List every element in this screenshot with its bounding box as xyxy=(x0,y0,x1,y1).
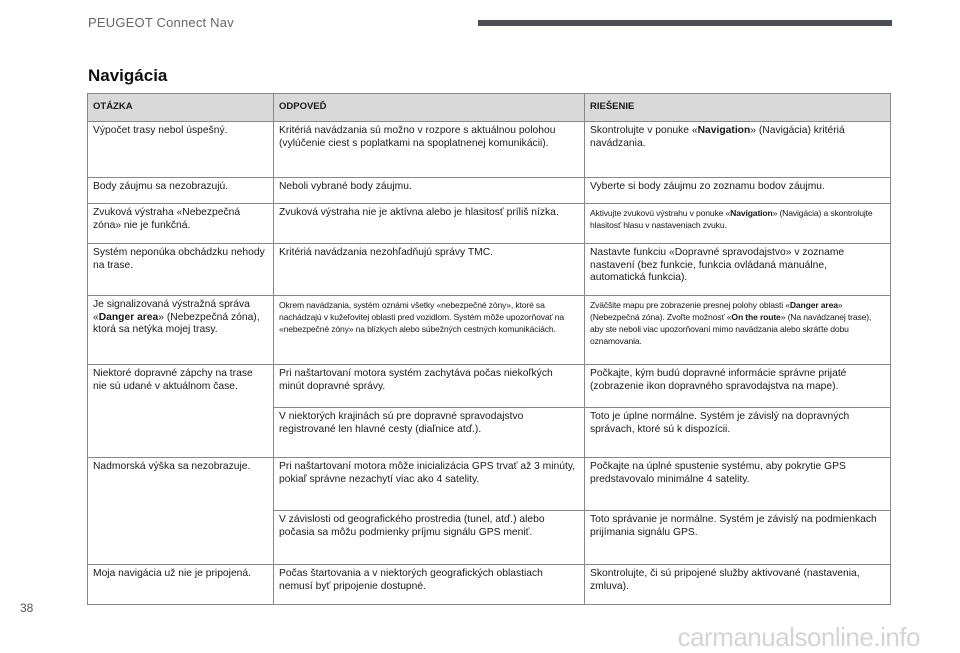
table-row xyxy=(88,204,891,244)
answer-cell: Pri naštartovaní motora systém zachytáva počas niekoľkých minút dopravné správy. xyxy=(274,365,585,408)
question-cell: Nadmorská výška sa nezobrazuje. xyxy=(88,458,274,565)
table-row xyxy=(88,178,891,204)
watermark: carmanualsonline.info xyxy=(677,622,920,652)
section-title: Navigácia xyxy=(88,66,168,85)
question-cell: Body záujmu sa nezobrazujú. xyxy=(88,178,274,204)
brand-label: PEUGEOT Connect Nav xyxy=(88,15,234,30)
table-row xyxy=(88,365,891,408)
answer-cell: Kritériá navádzania sú možno v rozpore s aktuálnou polohou (vylúčenie ciest s poplatkami na spoplatnenej komunikácii). xyxy=(274,122,585,178)
solution-cell: Počkajte, kým budú dopravné informácie správne prijaté (zobrazenie ikon dopravného spravodajstva na mape). xyxy=(585,365,891,408)
answer-cell: V niektorých krajinách sú pre dopravné spravodajstvo registrované len hlavné cesty (diaľnice atď.). xyxy=(274,408,585,458)
table-row xyxy=(88,244,891,296)
troubleshooting-table xyxy=(87,93,891,605)
solution-cell: Toto je úplne normálne. Systém je závislý na dopravných správach, ktoré sú k dispozícii. xyxy=(585,408,891,458)
question-cell: Je signalizovaná výstražná správa «Danger area» (Nebezpečná zóna), ktorá sa netýka mojej trasy. xyxy=(88,296,274,365)
page-number: 38 xyxy=(20,601,34,615)
column-header-answer: ODPOVEĎ xyxy=(274,94,585,122)
solution-cell: Vyberte si body záujmu zo zoznamu bodov záujmu. xyxy=(585,178,891,204)
column-header-question: OTÁZKA xyxy=(88,94,274,122)
table-row xyxy=(88,458,891,511)
answer-cell: Neboli vybrané body záujmu. xyxy=(274,178,585,204)
solution-cell: Zväčšite mapu pre zobrazenie presnej polohy oblasti «Danger area» (Nebezpečná zóna). Zvoľte možnosť «On the route» (Na navádzanej trase), aby ste neboli viac upozorňovaní mimo navádzania alebo skráťte dobu oznamovania. xyxy=(585,296,891,365)
header-bar xyxy=(478,20,892,26)
solution-cell: Skontrolujte v ponuke «Navigation» (Navigácia) kritériá navádzania. xyxy=(585,122,891,178)
question-cell: Zvuková výstraha «Nebezpečná zóna» nie je funkčná. xyxy=(88,204,274,244)
question-cell: Výpočet trasy nebol úspešný. xyxy=(88,122,274,178)
question-cell: Systém neponúka obchádzku nehody na trase. xyxy=(88,244,274,296)
table-row xyxy=(88,565,891,605)
question-cell: Niektoré dopravné zápchy na trase nie sú udané v aktuálnom čase. xyxy=(88,365,274,458)
solution-cell: Skontrolujte, či sú pripojené služby aktivované (nastavenia, zmluva). xyxy=(585,565,891,605)
answer-cell: V závislosti od geografického prostredia (tunel, atď.) alebo počasia sa môžu podmienky príjmu signálu GPS meniť. xyxy=(274,511,585,565)
column-header-solution: RIEŠENIE xyxy=(585,94,891,122)
solution-cell: Aktivujte zvukovú výstrahu v ponuke «Navigation» (Navigácia) a skontrolujte hlasitosť hlasu v nastaveniach zvuku. xyxy=(585,204,891,244)
table-header-row xyxy=(88,94,891,122)
answer-cell: Kritériá navádzania nezohľadňujú správy TMC. xyxy=(274,244,585,296)
solution-cell: Počkajte na úplné spustenie systému, aby pokrytie GPS predstavovalo minimálne 4 satelity. xyxy=(585,458,891,511)
solution-cell: Nastavte funkciu «Dopravné spravodajstvo» v zozname nastavení (bez funkcie, funkcia ovládaná manuálne, automatická funkcia). xyxy=(585,244,891,296)
answer-cell: Zvuková výstraha nie je aktívna alebo je hlasitosť príliš nízka. xyxy=(274,204,585,244)
answer-cell: Počas štartovania a v niektorých geografických oblastiach nemusí byť pripojenie dostupné. xyxy=(274,565,585,605)
table-row xyxy=(88,122,891,178)
answer-cell: Okrem navádzania, systém oznámi všetky «nebezpečné zóny», ktoré sa nachádzajú v kužeľovitej oblasti pred vozidlom. Systém môže upozorňovať na «nebezpečné zóny» na blízkych alebo súbežných cestných komunikáciách. xyxy=(274,296,585,365)
question-cell: Moja navigácia už nie je pripojená. xyxy=(88,565,274,605)
table-row xyxy=(88,296,891,365)
answer-cell: Pri naštartovaní motora môže inicializácia GPS trvať až 3 minúty, pokiaľ správne nezachytí viac ako 4 satelity. xyxy=(274,458,585,511)
solution-cell: Toto správanie je normálne. Systém je závislý na podmienkach prijímania signálu GPS. xyxy=(585,511,891,565)
